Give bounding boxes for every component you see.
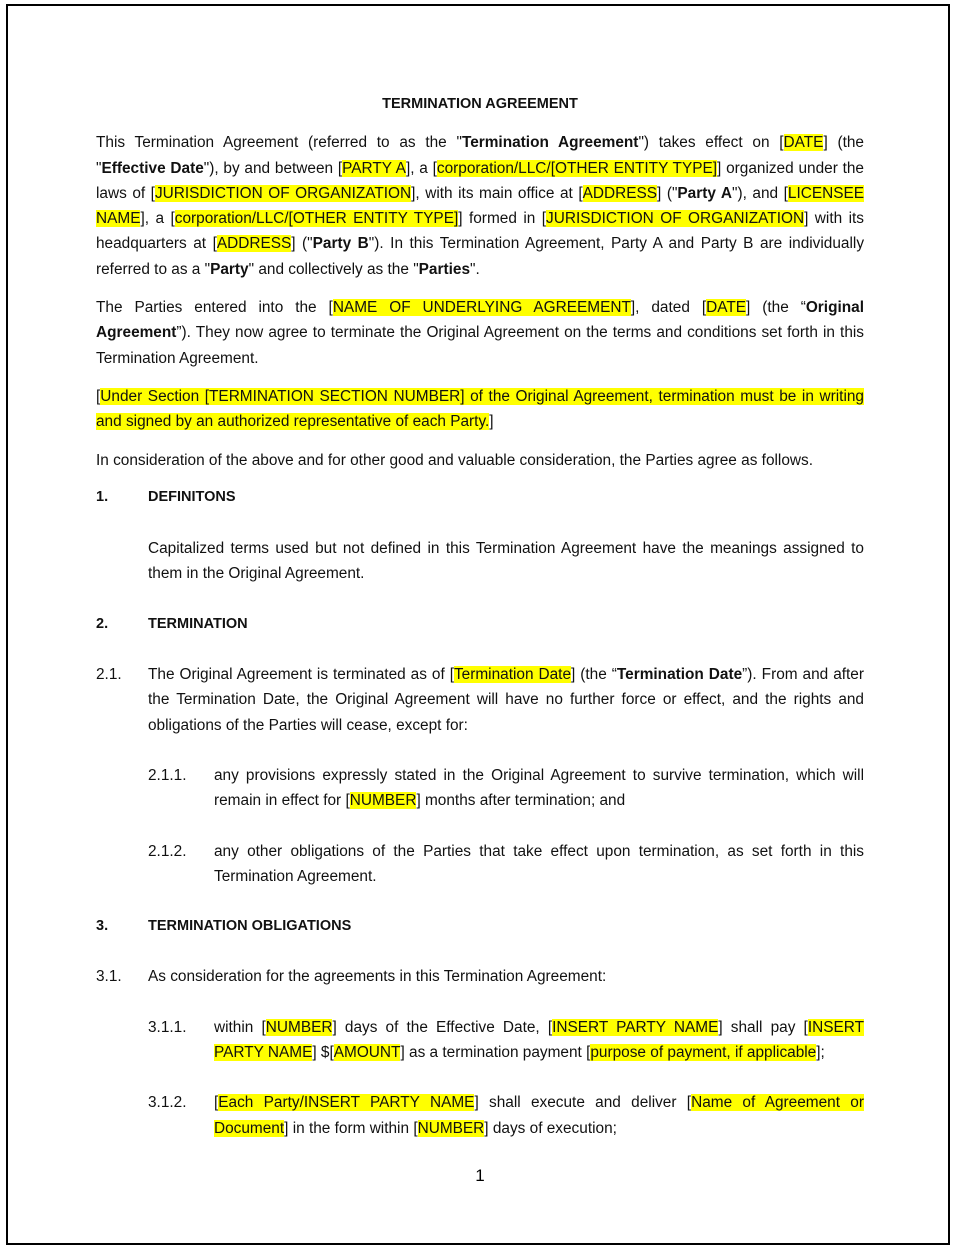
placeholder-field: INSERT PARTY NAME [552, 1018, 719, 1036]
clause-number: 3.1.2. [148, 1094, 187, 1112]
placeholder-field: corporation/LLC/[OTHER ENTITY TYPE] [174, 210, 459, 228]
placeholder-field: ADDRESS [582, 184, 658, 202]
clause-number: 2.1. [96, 666, 122, 684]
intro-text: ". [470, 260, 480, 278]
clause-number: 3.1. [96, 968, 122, 986]
intro-text: " and collectively as the " [248, 260, 419, 278]
intro-text: "). In this Termination Agreement, Party A and Party B are individually referred to as a " [96, 235, 865, 278]
defined-term: Original Agreement [96, 299, 864, 342]
placeholder-field: Each Party/INSERT PARTY NAME [218, 1094, 475, 1112]
clause-fragment: ] in the form within [ [284, 1119, 418, 1137]
defined-term: Parties [418, 260, 471, 278]
placeholder-field: corporation/LLC/[OTHER ENTITY TYPE] [436, 159, 718, 177]
clause-fragment: ] shall execute and deliver [ [474, 1094, 692, 1112]
clause-text: any other obligations of the Parties that take effect upon termination, as set forth in this Termination Agreement. [214, 842, 864, 885]
placeholder-field: JURISDICTION OF ORGANIZATION [154, 184, 412, 202]
clause-fragment: ] days of execution; [484, 1119, 617, 1137]
recital-paragraph [96, 295, 864, 371]
placeholder-field: NUMBER [265, 1018, 333, 1036]
placeholder-field: INSERT PARTY NAME [214, 1018, 864, 1062]
intro-text: ] with its headquarters at [ [96, 210, 865, 253]
intro-text: "), by and between [ [203, 159, 343, 177]
intro-text: ], a [ [405, 159, 437, 177]
recital-text: The Parties entered into the [ [96, 299, 333, 317]
consideration-paragraph: In consideration of the above and for other good and valuable consideration, the Parties agree as follows. [96, 451, 813, 469]
clause-text [214, 763, 864, 814]
defined-term: Termination Agreement [461, 134, 639, 152]
intro-text: ] (the " [96, 134, 864, 177]
defined-term: Party B [312, 235, 369, 253]
placeholder-field: LICENSEE NAME [96, 184, 865, 228]
section-title: TERMINATION [148, 615, 248, 632]
clause-2-1 [96, 662, 864, 738]
clause-text [214, 1090, 864, 1141]
clause-fragment: The Original Agreement is terminated as of [ [148, 666, 454, 684]
intro-paragraph [96, 130, 864, 282]
section-1-body [96, 536, 864, 587]
intro-text: ], a [ [140, 210, 175, 228]
clause-number: 3.1.1. [148, 1018, 187, 1036]
intro-text: "), and [ [732, 184, 788, 202]
clause-fragment: ] months after termination; and [416, 792, 626, 810]
clause-fragment: within [ [214, 1018, 266, 1036]
recital-text: ] (the “ [746, 299, 806, 317]
placeholder-field: Termination Date [453, 666, 572, 684]
clause-fragment: ] as a termination payment [ [400, 1044, 591, 1062]
clause-3-1-2 [96, 1090, 864, 1141]
clause-fragment: ] (the “ [571, 666, 617, 684]
section-3-heading [96, 914, 864, 939]
bracket: [ [96, 387, 101, 405]
placeholder-field: JURISDICTION OF ORGANIZATION [546, 210, 805, 228]
placeholder-field: DATE [783, 134, 824, 152]
placeholder-field: DATE [706, 299, 747, 317]
placeholder-field: PARTY A [342, 159, 406, 177]
clause-text [214, 1015, 864, 1066]
optional-clause-paragraph [96, 384, 864, 435]
defined-term: Termination Date [616, 666, 743, 684]
recital-text: ], dated [ [630, 299, 707, 317]
clause-3-1 [96, 964, 864, 989]
clause-2-1-1 [96, 763, 864, 814]
bracket: ] [489, 413, 494, 431]
intro-text: ") takes effect on [ [638, 134, 784, 152]
section-title: DEFINITONS [148, 488, 236, 505]
document-page [96, 92, 864, 1141]
document-title: TERMINATION AGREEMENT [382, 96, 578, 112]
placeholder-field: NUMBER [417, 1119, 485, 1137]
intro-text: ] organized under the laws of [ [96, 159, 864, 202]
section-1-heading [96, 485, 864, 510]
clause-3-1-1 [96, 1015, 864, 1066]
section-text: Capitalized terms used but not defined in this Termination Agreement have the meanings assigned to them in the Original Agreement. [148, 540, 864, 583]
section-number: 1. [96, 488, 109, 505]
recital-text: ”). They now agree to terminate the Original Agreement on the terms and conditions set forth in this Termination Agreement. [96, 324, 864, 367]
section-number: 3. [96, 918, 109, 935]
clause-text [148, 662, 864, 738]
placeholder-field: AMOUNT [333, 1044, 401, 1062]
clause-fragment: ”). From and after the Termination Date, the Original Agreement will have no further force or effect, and the rights and obligations of the Parties will cease, except for: [148, 666, 864, 734]
defined-term: Party A [677, 184, 732, 202]
clause-fragment: ] days of the Effective Date, [ [332, 1018, 553, 1036]
clause-number: 2.1.1. [148, 766, 187, 784]
clause-fragment: ] $[ [312, 1044, 334, 1062]
intro-text: ] formed in [ [458, 210, 547, 228]
clause-fragment: [ [214, 1094, 219, 1112]
section-number: 2. [96, 615, 109, 632]
page-number: 1 [475, 1166, 485, 1185]
clause-fragment: ]; [816, 1044, 825, 1062]
defined-term: Effective Date [101, 159, 204, 177]
section-title: TERMINATION OBLIGATIONS [148, 918, 352, 935]
placeholder-field: ADDRESS [216, 235, 292, 253]
clause-number: 2.1.2. [148, 842, 187, 860]
placeholder-field: purpose of payment, if applicable [590, 1044, 817, 1062]
intro-text: ] (" [291, 235, 313, 253]
clause-text: As consideration for the agreements in this Termination Agreement: [148, 968, 607, 986]
clause-fragment: ] shall pay [ [718, 1018, 808, 1036]
section-2-heading [96, 612, 864, 637]
placeholder-field: Under Section [TERMINATION SECTION NUMBER] of the Original Agreement, termination must be in writing and signed by an authorized representative of each Party. [96, 387, 864, 431]
intro-text: ], with its main office at [ [411, 184, 583, 202]
placeholder-field: NUMBER [349, 792, 417, 810]
clause-2-1-2 [96, 839, 864, 890]
clause-fragment: any provisions expressly stated in the Original Agreement to survive termination, which will remain in effect for [ [214, 766, 864, 810]
defined-term: Party [210, 260, 249, 278]
placeholder-field: NAME OF UNDERLYING AGREEMENT [332, 299, 631, 317]
placeholder-field: Name of Agreement or Document [214, 1094, 864, 1137]
intro-text: ] (" [657, 184, 678, 202]
intro-text: This Termination Agreement (referred to as the " [96, 134, 462, 152]
